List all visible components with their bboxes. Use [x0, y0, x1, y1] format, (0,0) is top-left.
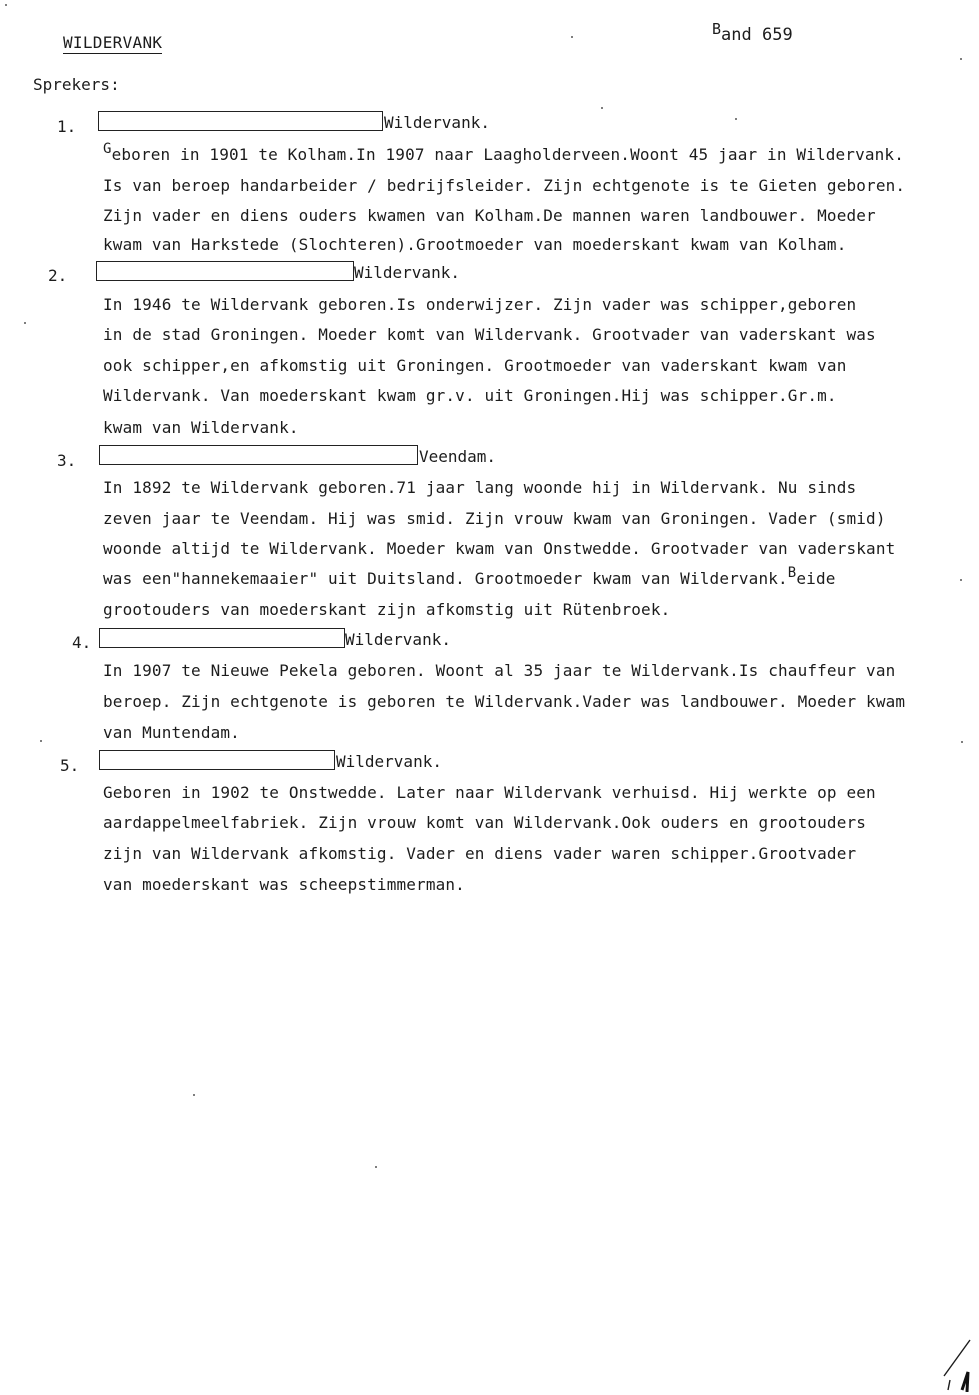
speaker-5-number: 5.	[60, 756, 80, 775]
scan-speck	[961, 741, 963, 743]
speaker-4-number: 4.	[72, 633, 92, 652]
speaker-1-line-1: Geboren in 1901 te Kolham.In 1907 naar Laagholderveen.Woont 45 jaar in Wildervank.	[103, 141, 905, 164]
speaker-2-number: 2.	[48, 266, 68, 285]
handwritten-corner-mark	[940, 1336, 976, 1392]
scan-speck	[571, 36, 573, 38]
speaker-4-line-1: In 1907 te Nieuwe Pekela geboren. Woont al 35 jaar te Wildervank.Is chauffeur van	[103, 661, 896, 680]
band-number	[712, 20, 793, 45]
speaker-2-line-2: in de stad Groningen. Moeder komt van Wildervank. Grootvader van vaderskant was	[103, 325, 876, 344]
speaker-2-line-3: ook schipper,en afkomstig uit Groningen. Grootmoeder van vaderskant kwam van	[103, 356, 847, 375]
speaker-2-redacted-name	[96, 261, 354, 281]
speaker-2-line-1: In 1946 te Wildervank geboren.Is onderwijzer. Zijn vader was schipper,geboren	[103, 295, 857, 314]
document-title: WILDERVANK	[63, 33, 163, 52]
speaker-3-line-4: was een"hannekemaaier" uit Duitsland. Grootmoeder kwam van Wildervank.Beide	[103, 565, 836, 588]
speaker-5-place: Wildervank.	[336, 752, 442, 771]
speaker-4-line-2: beroep. Zijn echtgenote is geboren te Wildervank.Vader was landbouwer. Moeder kwam	[103, 692, 906, 711]
scan-speck	[24, 322, 26, 324]
speaker-3-line-2: zeven jaar te Veendam. Hij was smid. Zijn vrouw kwam van Groningen. Vader (smid)	[103, 509, 886, 528]
speaker-5-line-3: zijn van Wildervank afkomstig. Vader en diens vader waren schipper.Grootvader	[103, 844, 857, 863]
scan-speck	[735, 118, 737, 120]
band-number-cap: B	[712, 20, 722, 38]
scan-speck	[375, 1166, 377, 1168]
speakers-heading: Sprekers:	[33, 75, 120, 94]
scan-speck	[960, 579, 962, 581]
scan-speck	[601, 107, 603, 109]
speaker-2-line-4: Wildervank. Van moederskant kwam gr.v. uit Groningen.Hij was schipper.Gr.m.	[103, 386, 837, 405]
scan-speck	[193, 1094, 195, 1096]
speaker-1-number: 1.	[57, 117, 77, 136]
speaker-4-line-3: van Muntendam.	[103, 723, 240, 742]
speaker-3-line-3: woonde altijd te Wildervank. Moeder kwam van Onstwedde. Grootvader van vaderskant	[103, 539, 896, 558]
speaker-5-line-2: aardappelmeelfabriek. Zijn vrouw komt van Wildervank.Ook ouders en grootouders	[103, 813, 867, 832]
scan-speck	[40, 740, 42, 742]
speaker-5-redacted-name	[99, 750, 335, 770]
band-number-rest: and 659	[721, 25, 793, 45]
speaker-2-line-5: kwam van Wildervank.	[103, 418, 299, 437]
speaker-5-line-1: Geboren in 1902 te Onstwedde. Later naar Wildervank verhuisd. Hij werkte op een	[103, 783, 876, 802]
scan-speck	[5, 4, 7, 6]
speaker-3-line-1: In 1892 te Wildervank geboren.71 jaar lang woonde hij in Wildervank. Nu sinds	[103, 478, 857, 497]
speaker-5-line-4: van moederskant was scheepstimmerman.	[103, 875, 465, 894]
scan-speck	[960, 58, 962, 60]
speaker-1-place: Wildervank.	[384, 113, 490, 132]
speaker-1-line-3: Zijn vader en diens ouders kwamen van Kolham.De mannen waren landbouwer. Moeder	[103, 206, 876, 225]
speaker-1-line-4: kwam van Harkstede (Slochteren).Grootmoeder van moederskant kwam van Kolham.	[103, 235, 847, 254]
speaker-1-line-2: Is van beroep handarbeider / bedrijfsleider. Zijn echtgenote is te Gieten geboren.	[103, 176, 906, 195]
speaker-3-redacted-name	[99, 445, 418, 465]
speaker-1-redacted-name	[98, 111, 383, 131]
speaker-3-number: 3.	[57, 451, 77, 470]
speaker-3-place: Veendam.	[419, 447, 497, 466]
speaker-3-line-5: grootouders van moederskant zijn afkomstig uit Rütenbroek.	[103, 600, 671, 619]
speaker-2-place: Wildervank.	[354, 263, 460, 282]
speaker-4-redacted-name	[99, 628, 345, 648]
speaker-4-place: Wildervank.	[345, 630, 451, 649]
